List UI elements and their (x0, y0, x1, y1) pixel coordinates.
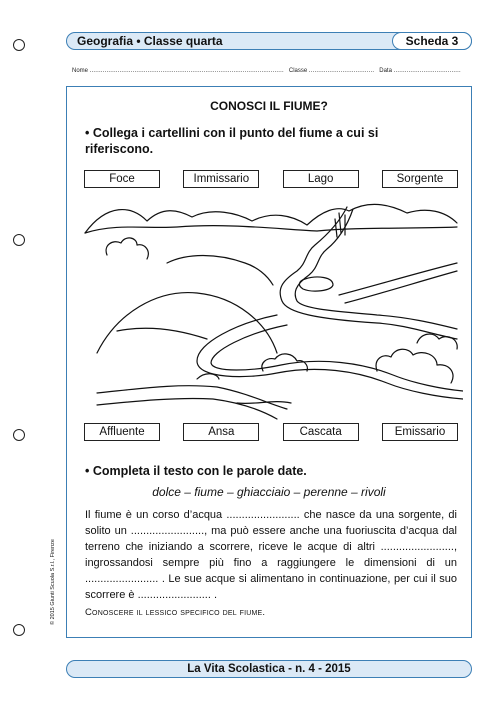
cloze-paragraph: Il fiume è un corso d’acqua ........................ che nasce da una sorgente, di solito un ........................, ma può essere anche una fuoriuscita d’acqua dal terreno che iniziando a scorrere, riceve le acque di altri ........................, ingrossandosi sempre più fino a raggiungere le dimensioni di un ........................ . Le sue acque si alimentano in continuazione, per cui il suo scorrere è ........................ . (85, 509, 457, 601)
name-label: Nome (72, 68, 89, 74)
student-fields (72, 68, 461, 74)
label-card: Ansa (183, 423, 259, 441)
date-line: .................................... (393, 68, 461, 74)
class-line: ................................... (308, 68, 375, 74)
binder-hole (13, 39, 25, 51)
river-landscape-drawing (77, 193, 463, 421)
binder-hole (13, 234, 25, 246)
copyright-notice: © 2015 Giunti Scuola S.r.l., Firenze (50, 539, 56, 625)
learning-objective: Conoscere il lessico specifico del fiume. (85, 607, 266, 618)
worksheet-card (66, 86, 472, 638)
label-card: Cascata (283, 423, 359, 441)
binder-hole (13, 429, 25, 441)
header-bar (66, 32, 472, 50)
worksheet-title: CONOSCI IL FIUME? (210, 99, 328, 113)
name-line: ........................................................................................................ (89, 68, 284, 74)
label-card: Sorgente (382, 170, 458, 188)
labels-top-row (84, 170, 458, 188)
class-label: Classe (288, 68, 308, 74)
binder-hole (13, 624, 25, 636)
word-bank: dolce – fiume – ghiacciaio – perenne – rivoli (152, 485, 386, 499)
instruction-connect: • Collega i cartellini con il punto del fiume a cui si riferiscono. (85, 126, 379, 156)
sheet-number: Scheda 3 (392, 32, 472, 50)
label-card: Emissario (382, 423, 458, 441)
labels-bottom-row (84, 423, 458, 441)
label-card: Affluente (84, 423, 160, 441)
label-card: Immissario (183, 170, 259, 188)
label-card: Foce (84, 170, 160, 188)
date-label: Data (379, 68, 392, 74)
footer-bar: La Vita Scolastica - n. 4 - 2015 (66, 660, 472, 678)
instruction-complete: • Completa il testo con le parole date. (85, 464, 307, 478)
subject-title: Geografia • Classe quarta (77, 34, 223, 48)
label-card: Lago (283, 170, 359, 188)
